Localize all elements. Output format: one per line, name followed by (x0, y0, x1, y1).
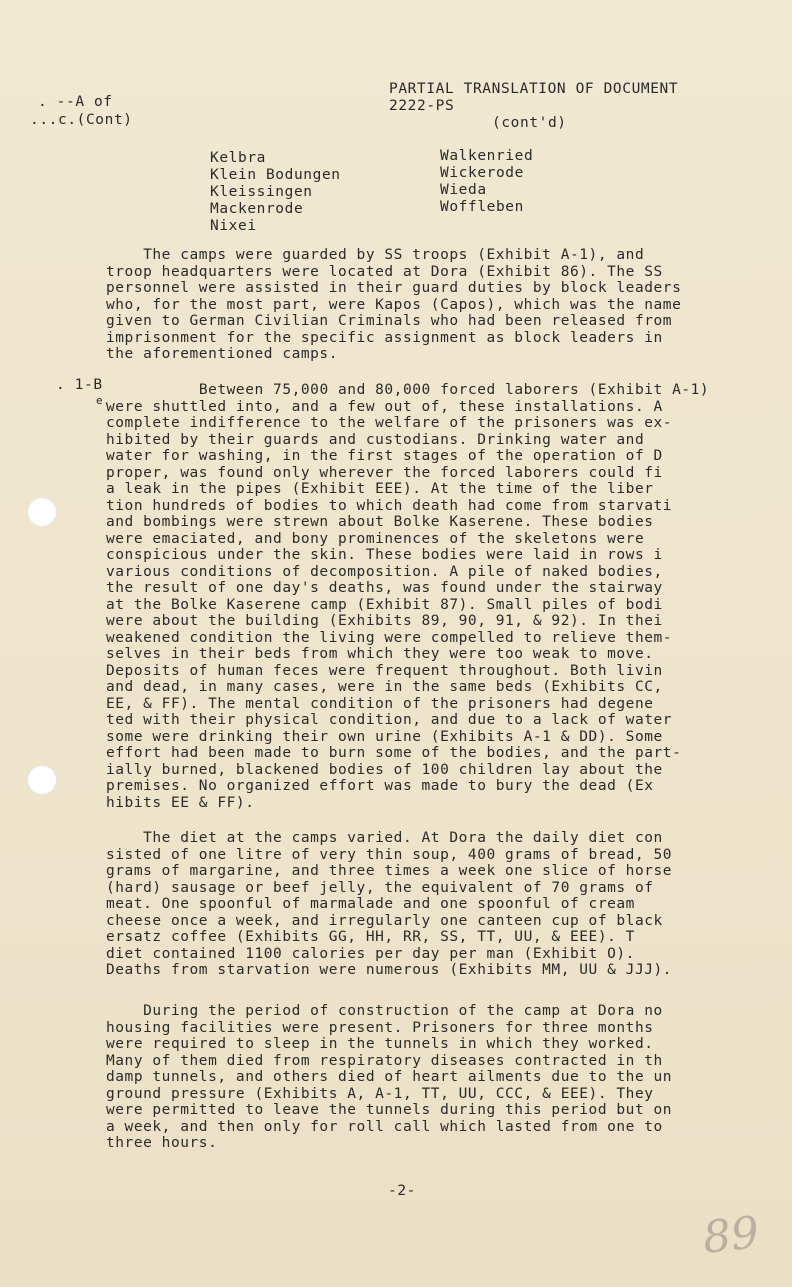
page-number: -2- (388, 1183, 416, 1199)
place-name: Klein Bodungen (210, 167, 341, 183)
punch-hole (27, 765, 57, 795)
header-left-line1: . --A of (38, 94, 113, 110)
place-name: Mackenrode (210, 201, 304, 217)
place-name: Kelbra (210, 150, 266, 166)
place-name: Walkenried (440, 148, 534, 164)
place-name: Woffleben (440, 199, 524, 215)
place-name: Kleissingen (210, 184, 313, 200)
document-title: PARTIAL TRANSLATION OF DOCUMENT (389, 81, 679, 97)
document-number: 2222-PS (389, 98, 455, 114)
margin-note: . 1-B (56, 377, 103, 393)
header-left-line2: ...c.(Cont) (30, 112, 133, 128)
place-name: Wieda (440, 182, 487, 198)
paragraph-guards: The camps were guarded by SS troops (Exhibit A-1), and troop headquarters were located at Dora (Exhibit 86). The SS personnel were assisted in their guard duties by block leaders who, for the most part, were Kapos (Capos), which was the name given to German Civilian Criminals who had been released from imprisonment for the specific assignment as block leaders in the aforementioned camps. (106, 247, 682, 362)
margin-note: e. (96, 394, 111, 407)
continued-label: (cont'd) (492, 115, 567, 131)
punch-hole (27, 497, 57, 527)
paragraph-diet: The diet at the camps varied. At Dora the daily diet con sisted of one litre of very thin soup, 400 grams of bread, 50 grams of margarine, and three times a week one slice of horse (hard) sausage or beef jelly, the equivalent of 70 grams of meat. One spoonful of marmalade and one spoonful of cream cheese once a week, and irregularly one canteen cup of black ersatz coffee (Exhibits GG, HH, RR, SS, TT, UU, & EEE). T diet contained 1100 calories per day per man (Exhibit O). Deaths from starvation were numerous (Exhibits MM, UU & JJJ). (106, 830, 673, 978)
paragraph-housing: During the period of construction of the camp at Dora no housing facilities were present. Prisoners for three months were required to sleep in the tunnels in which they worked. Many of them died from respiratory diseases contracted in th damp tunnels, and others died of heart ailments due to the un ground pressure (Exhibits A, A-1, TT, UU, CCC, & EEE). They were permitted to leave the tunnels during this period but on a week, and then only for roll call which lasted from one to three hours. (106, 1003, 673, 1151)
place-name: Wickerode (440, 165, 524, 181)
handwritten-page-number: 89 (700, 1207, 762, 1264)
paragraph-laborers: Between 75,000 and 80,000 forced laborers (Exhibit A-1) were shuttled into, and a few out of, these installations. A complete indifference to the welfare of the prisoners was ex- hibited by their guards and custodians. Drinking water and water for washing, in the first stages of the operation of D proper, was found only wherever the forced laborers could fi a leak in the pipes (Exhibit EEE). At the time of the liber tion hundreds of bodies to which death had come from starvati and bombings were strewn about Bolke Kaserene. These bodies were emaciated, and bony prominences of the skeletons were conspicious under the skin. These bodies were laid in rows i various conditions of decomposition. A pile of naked bodies, the result of one day's deaths, was found under the stairway at the Bolke Kaserene camp (Exhibit 87). Small piles of bodi were about the building (Exhibits 89, 90, 91, & 92). In thei weakened condition the living were compelled to relieve them- selves in their beds from which they were too weak to move. Deposits of human feces were frequent throughout. Both livin and dead, in many cases, were in the same beds (Exhibits CC, EE, & FF). The mental condition of the prisoners had degene ted with their physical condition, and due to a lack of water some were drinking their own urine (Exhibits A-1 & DD). Some effort had been made to burn some of the bodies, and the part- ially burned, blackened bodies of 100 children lay about the premises. No organized effort was made to bury the dead (Ex hibits EE & FF). (106, 382, 710, 811)
place-name: Nixei (210, 218, 257, 234)
